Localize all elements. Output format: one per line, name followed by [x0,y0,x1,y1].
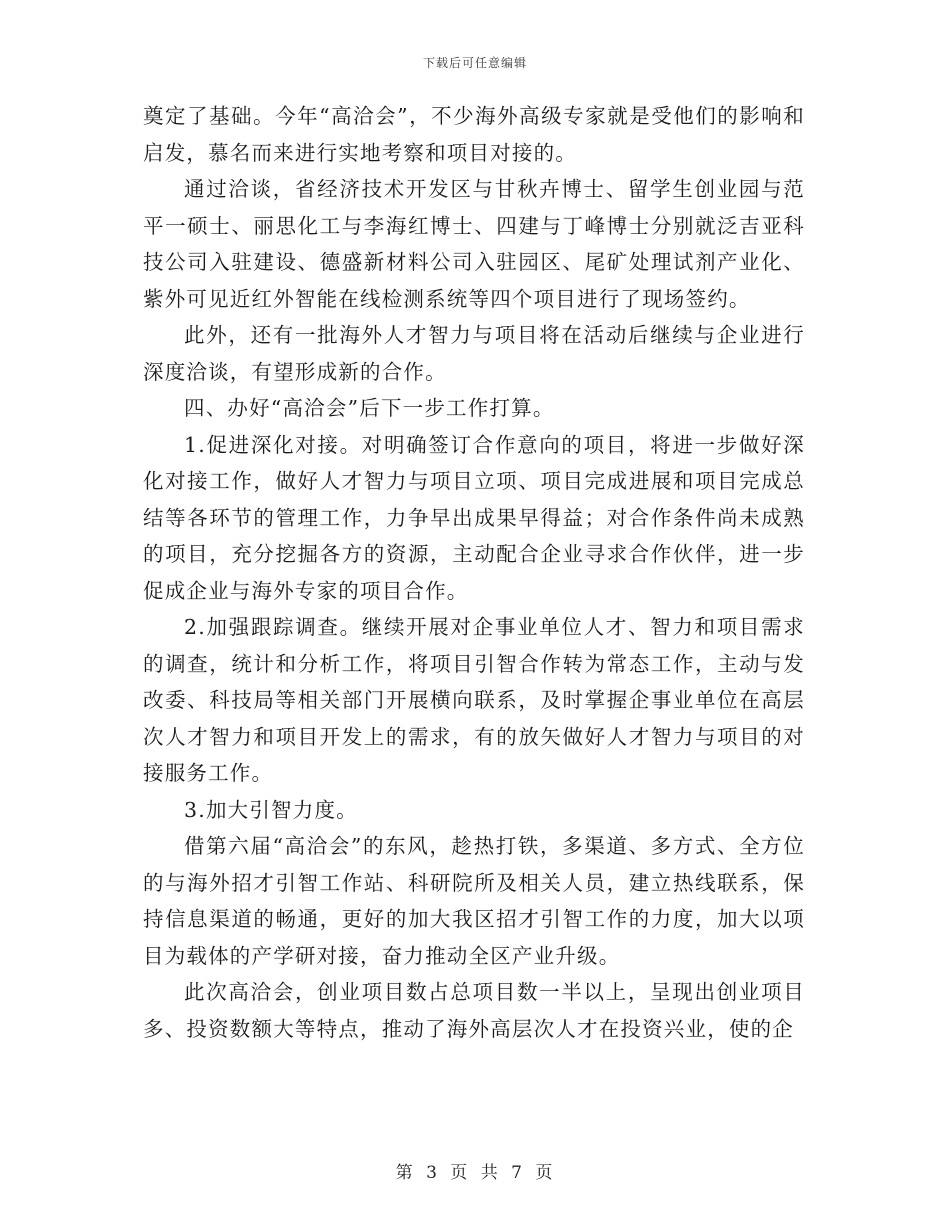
footer-di: 第 [395,1163,415,1183]
paragraph-last: 此次高洽会，创业项目数占总项目数一半以上，呈现出创业项目多、投资数额大等特点，推动了海外高层次人才在投资兴业，使的企 [143,980,805,1041]
header-note: 下载后可任意编辑 [422,56,527,70]
footer-ye: 页 [450,1163,470,1183]
paragraph-item-1: 1.促进深化对接。对明确签订合作意向的项目，将进一步做好深化对接工作，做好人才智力与项目立项、项目完成进展和项目完成总结等各环节的管理工作，力争早出成果早得益；对合作条件尚未成熟的项目，充分挖掘各方的资源，主动配合企业寻求合作伙伴，进一步促成企业与海外专家的项目合作。 [143,432,805,603]
page-footer [0,1158,950,1183]
paragraph-item-3-detail: 借第六届“高洽会”的东风，趁热打铁，多渠道、多方式、全方位的与海外招才引智工作站、科研院所及相关人员，建立热线联系，保持信息渠道的畅通，更好的加大我区招才引智工作的力度，加大以项目为载体的产学研对接，奋力推动全区产业升级。 [143,834,805,968]
footer-gong: 共 [480,1163,500,1183]
paragraph-1: 奠定了基础。今年“高洽会”，不少海外高级专家就是受他们的影响和启发，慕名而来进行实地考察和项目对接的。 [143,104,805,165]
paragraph-item-2: 2.加强跟踪调查。继续开展对企事业单位人才、智力和项目需求的调查，统计和分析工作，将项目引智合作转为常态工作，主动与发改委、科技局等相关部门开展横向联系，及时掌握企事业单位在高层次人才智力和项目开发上的需求，有的放矢做好人才智力与项目的对接服务工作。 [143,615,805,785]
footer-ye-2: 页 [535,1163,555,1183]
section-heading-4: 四、办好“高洽会”后下一步工作打算。 [184,396,555,420]
paragraph-item-3: 3.加大引智力度。 [184,797,358,822]
document-body [143,98,805,1047]
paragraph-2: 通过洽谈，省经济技术开发区与甘秋卉博士、留学生创业园与范平一硕士、丽思化工与李海红博士、四建与丁峰博士分别就泛吉亚科技公司入驻建设、德盛新材料公司入驻园区、尾矿处理试剂产业化、紫外可见近红外智能在线检测系统等四个项目进行了现场签约。 [143,177,805,311]
footer-total-pages: 7 [511,1163,524,1183]
paragraph-3: 此外，还有一批海外人才智力与项目将在活动后继续与企业进行深度洽谈，有望形成新的合作。 [143,323,805,384]
footer-page-number: 3 [426,1163,439,1183]
